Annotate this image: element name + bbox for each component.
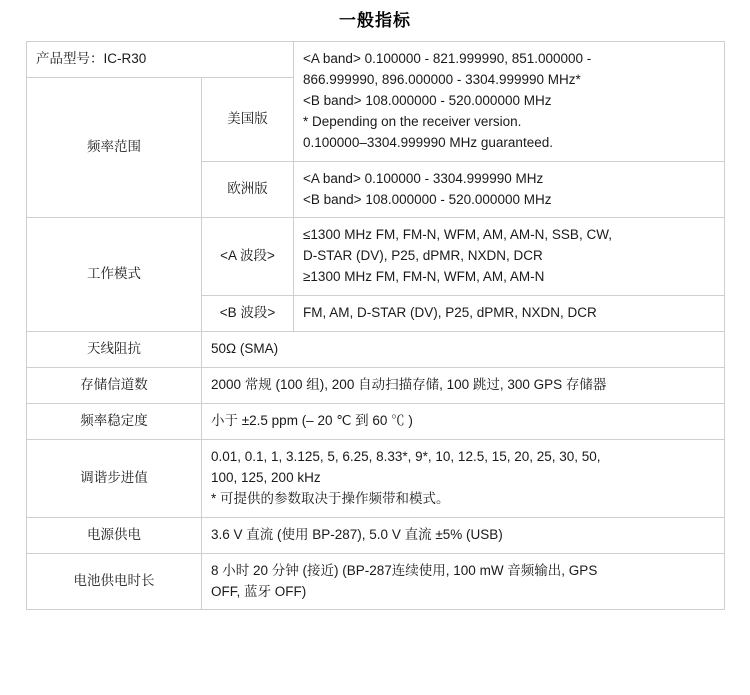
- us-band-line-1: <A band> 0.100000 - 821.999990, 851.000000 -: [303, 51, 592, 66]
- tuning-steps-line-3: * 可提供的参数取决于操作频带和模式。: [211, 490, 450, 506]
- battery-life-value: [202, 553, 725, 610]
- table-row: [27, 368, 725, 404]
- model-label: 产品型号：IC-R30: [27, 42, 294, 78]
- eu-band-line-1: <A band> 0.100000 - 3304.999990 MHz: [303, 170, 544, 186]
- us-band-line-4: * Depending on the receiver version.: [303, 113, 522, 129]
- b-band-label: <B 波段>: [202, 296, 294, 332]
- eu-version-label: 欧洲版: [202, 161, 294, 218]
- memory-channels-value: 2000 常规 (100 组), 200 自动扫描存储, 100 跳过, 300 GPS 存储器: [202, 368, 725, 404]
- a-band-modes: [294, 218, 725, 296]
- frequency-stability-value: 小于 ±2.5 ppm (– 20 ℃ 到 60 ℃ ): [202, 403, 725, 439]
- tuning-steps-value: [202, 439, 725, 517]
- a-band-modes-line-1: ≤1300 MHz FM, FM-N, WFM, AM, AM-N, SSB, CW,: [303, 227, 612, 243]
- operating-modes-label: 工作模式: [27, 218, 202, 332]
- table-row: [27, 42, 725, 78]
- specifications-table: [26, 41, 725, 610]
- tuning-steps-line-1: 0.01, 0.1, 1, 3.125, 5, 6.25, 8.33*, 9*, 10, 12.5, 15, 20, 25, 30, 50,: [211, 448, 601, 464]
- us-band-line-5: 0.100000–3304.999990 MHz guaranteed.: [303, 134, 553, 150]
- us-version-label: 美国版: [202, 77, 294, 161]
- eu-band-value: [294, 161, 725, 218]
- us-band-line-3: <B band> 108.000000 - 520.000000 MHz: [303, 92, 552, 108]
- table-row: [27, 517, 725, 553]
- frequency-range-label: 频率范围: [27, 77, 202, 218]
- tuning-steps-line-2: 100, 125, 200 kHz: [211, 469, 321, 485]
- us-band-value: [294, 42, 725, 162]
- frequency-stability-label: 频率稳定度: [27, 403, 202, 439]
- power-supply-label: 电源供电: [27, 517, 202, 553]
- table-row: [27, 403, 725, 439]
- memory-channels-label: 存储信道数: [27, 368, 202, 404]
- antenna-impedance-label: 天线阻抗: [27, 332, 202, 368]
- table-row: [27, 439, 725, 517]
- tuning-steps-label: 调谐步进值: [27, 439, 202, 517]
- table-row: [27, 332, 725, 368]
- table-row: [27, 553, 725, 610]
- battery-life-label: 电池供电时长: [27, 553, 202, 610]
- eu-band-line-2: <B band> 108.000000 - 520.000000 MHz: [303, 191, 552, 207]
- a-band-label: <A 波段>: [202, 218, 294, 296]
- antenna-impedance-value: 50Ω (SMA): [202, 332, 725, 368]
- page-title: 一般指标: [339, 11, 411, 30]
- power-supply-value: 3.6 V 直流 (使用 BP-287), 5.0 V 直流 ±5% (USB): [202, 517, 725, 553]
- b-band-modes: FM, AM, D-STAR (DV), P25, dPMR, NXDN, DCR: [294, 296, 725, 332]
- battery-life-line-1: 8 小时 20 分钟 (接近) (BP-287连续使用, 100 mW 音频输出, GPS: [211, 562, 598, 578]
- a-band-modes-line-3: ≥1300 MHz FM, FM-N, WFM, AM, AM-N: [303, 269, 545, 285]
- battery-life-line-2: OFF, 蓝牙 OFF): [211, 583, 307, 599]
- a-band-modes-line-2: D-STAR (DV), P25, dPMR, NXDN, DCR: [303, 248, 543, 264]
- us-band-line-2: 866.999990, 896.000000 - 3304.999990 MHz*: [303, 71, 581, 87]
- table-row: [27, 218, 725, 296]
